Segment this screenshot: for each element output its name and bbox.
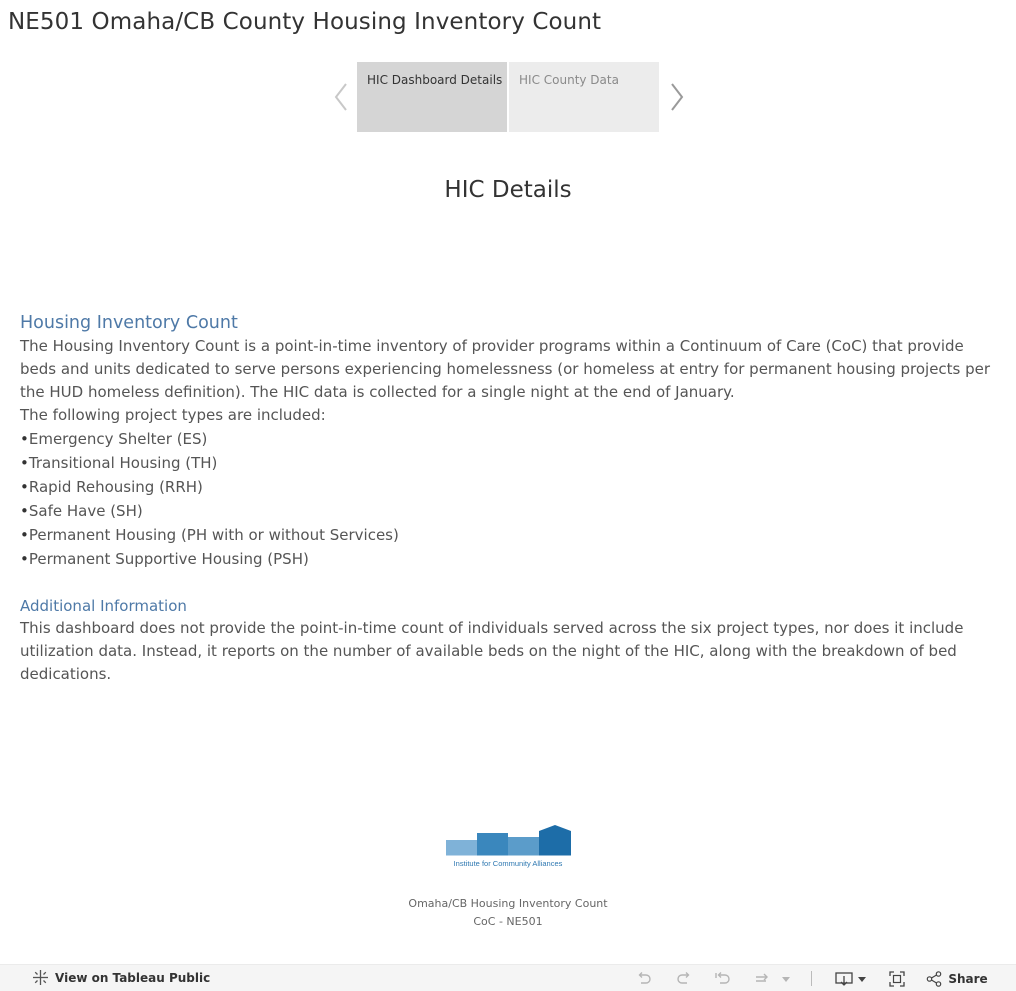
next-tab-button[interactable] — [662, 62, 692, 132]
paragraph-line: the HUD homeless definition). The HIC data is collected for a single night at the end of January. — [20, 383, 735, 401]
chevron-down-icon — [781, 975, 791, 983]
undo-button[interactable] — [634, 969, 654, 989]
redo-icon — [676, 971, 692, 987]
toolbar-divider — [811, 971, 812, 986]
section-heading: HIC Details — [444, 177, 572, 203]
project-types-intro: The following project types are included: — [20, 406, 326, 424]
project-type-item: • Safe Have (SH) — [20, 499, 996, 523]
paragraph-line: This dashboard does not provide the point-in-time count of individuals served across the six project types, nor does it include — [20, 619, 964, 637]
tab-hic-county-data[interactable]: HIC County Data — [509, 62, 659, 132]
view-on-tableau-public-link[interactable] — [32, 969, 210, 986]
story-tab-strip — [326, 62, 690, 132]
chevron-down-icon — [857, 975, 867, 983]
tableau-toolbar — [0, 964, 1016, 991]
download-icon — [835, 971, 853, 987]
redo-button[interactable] — [674, 969, 694, 989]
paragraph-line: beds and units dedicated to serve persons experiencing homelessness (or homeless at entry for permanent housing projects per — [20, 360, 991, 378]
fullscreen-icon — [889, 971, 905, 987]
project-type-item: • Permanent Housing (PH with or without Services) — [20, 523, 996, 547]
ica-logo — [445, 823, 572, 869]
project-type-item: • Rapid Rehousing (RRH) — [20, 475, 996, 499]
paragraph-line: The Housing Inventory Count is a point-in-time inventory of provider programs within a Continuum of Care (CoC) that provide — [20, 337, 964, 355]
tab-hic-dashboard-details[interactable]: HIC Dashboard Details — [357, 62, 507, 132]
chevron-right-icon — [670, 82, 684, 112]
refresh-dropdown-button[interactable] — [750, 969, 794, 989]
page-title: NE501 Omaha/CB County Housing Inventory Count — [8, 9, 602, 35]
project-types-list — [20, 427, 996, 571]
footer-line-2: CoC - NE501 — [473, 915, 543, 928]
details-content — [20, 311, 996, 686]
housing-inventory-paragraph — [20, 335, 996, 427]
share-button[interactable] — [926, 969, 988, 989]
project-type-item: • Permanent Supportive Housing (PSH) — [20, 547, 996, 571]
paragraph-line: dedications. — [20, 665, 112, 683]
revert-button[interactable] — [713, 969, 733, 989]
project-type-item: • Emergency Shelter (ES) — [20, 427, 996, 451]
previous-tab-button[interactable] — [326, 62, 356, 132]
tableau-logo-icon — [32, 969, 49, 986]
revert-icon — [714, 971, 732, 987]
logo-text: Institute for Community Alliances — [453, 859, 563, 868]
fullscreen-button[interactable] — [887, 969, 907, 989]
additional-info-paragraph — [20, 617, 996, 686]
share-label: Share — [948, 972, 988, 986]
footer-line-1: Omaha/CB Housing Inventory Count — [408, 897, 608, 910]
footer-caption — [0, 895, 1016, 931]
paragraph-line: utilization data. Instead, it reports on the number of available beds on the night of the HIC, along with the breakdown of bed — [20, 642, 957, 660]
view-on-tableau-label: View on Tableau Public — [55, 970, 211, 985]
additional-info-heading: Additional Information — [20, 597, 187, 615]
chevron-left-icon — [334, 82, 348, 112]
undo-icon — [636, 971, 652, 987]
download-button[interactable] — [834, 969, 868, 989]
refresh-icon — [753, 971, 773, 987]
share-icon — [926, 971, 942, 987]
housing-inventory-heading: Housing Inventory Count — [20, 313, 238, 333]
project-type-item: • Transitional Housing (TH) — [20, 451, 996, 475]
